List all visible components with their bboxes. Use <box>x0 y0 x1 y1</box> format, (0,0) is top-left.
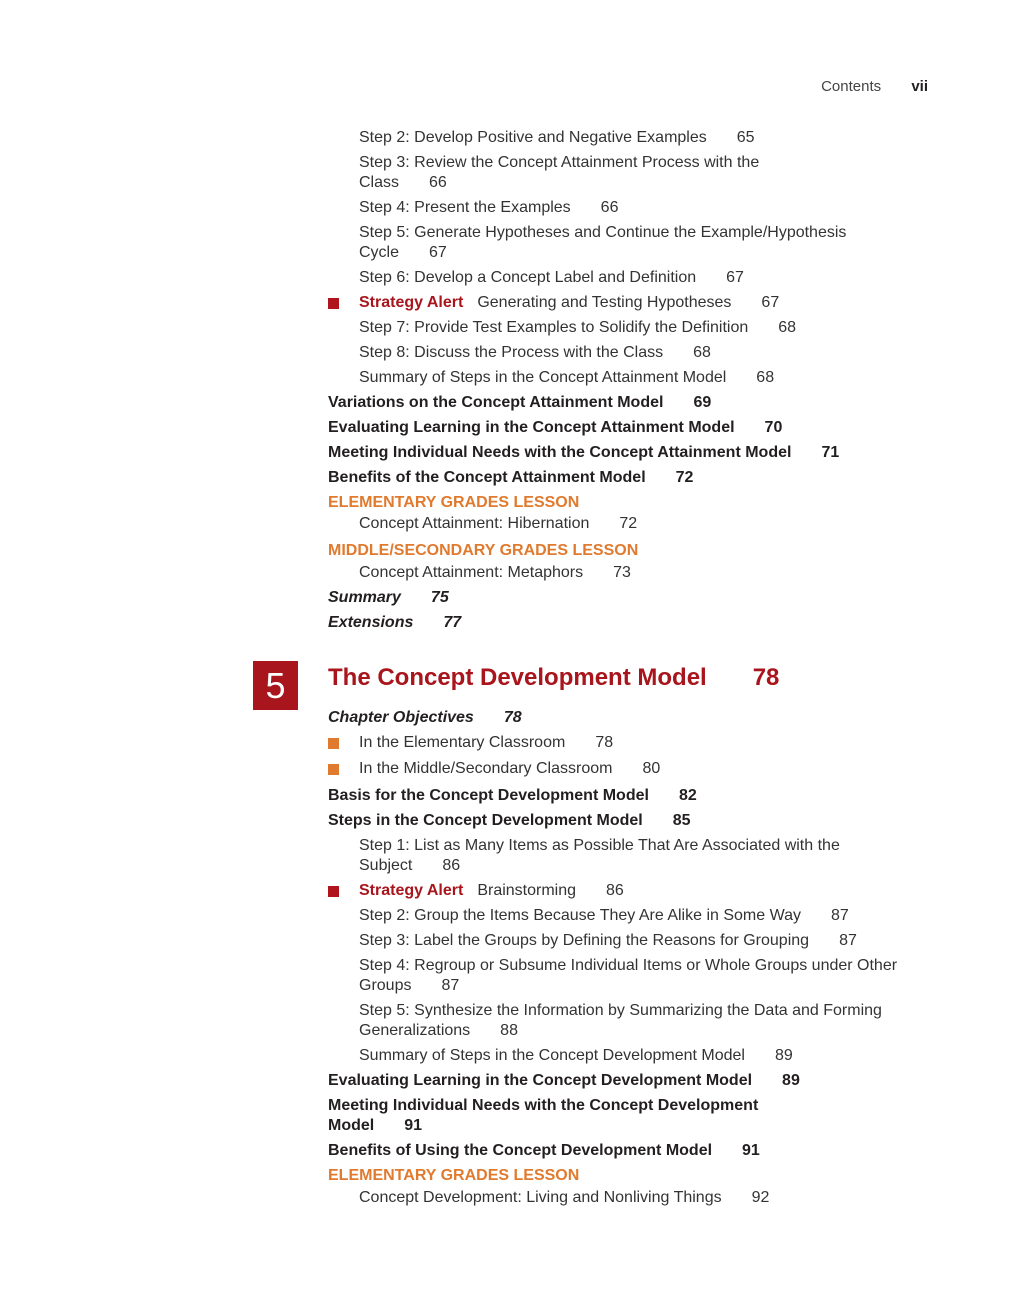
toc-entry-title-continued: Generalizations <box>359 1022 471 1039</box>
toc-entry[interactable] <box>359 514 637 534</box>
toc-entry-title: MIDDLE/SECONDARY GRADES LESSON <box>328 542 639 559</box>
toc-entry-page: 87 <box>839 932 857 949</box>
strategy-alert-bullet-icon <box>328 886 339 897</box>
toc-entry[interactable] <box>328 786 697 806</box>
toc-entry-title: Brainstorming <box>477 882 577 899</box>
toc-entry[interactable] <box>328 708 522 728</box>
toc-entry[interactable] <box>359 153 759 193</box>
toc-entry-page: 82 <box>678 787 697 804</box>
toc-entry-title: Concept Attainment: Hibernation <box>359 515 590 532</box>
toc-entry-title: Concept Attainment: Metaphors <box>359 564 584 581</box>
toc-entry[interactable] <box>328 393 711 413</box>
toc-entry-page: 78 <box>595 734 614 751</box>
toc-entry[interactable] <box>328 588 449 608</box>
toc-entry-page: 73 <box>613 564 631 581</box>
objective-bullet-icon <box>328 764 339 775</box>
toc-entry-page: 87 <box>831 907 849 924</box>
toc-entry-title: Step 4: Regroup or Subsume Individual Items or Whole Groups under Other <box>359 957 898 974</box>
toc-entry-page: 72 <box>619 515 638 532</box>
toc-entry-title-continued: Groups <box>359 977 412 994</box>
toc-entry[interactable] <box>359 931 857 951</box>
toc-entry-page: 85 <box>672 812 691 829</box>
toc-entry-page: 86 <box>606 882 624 899</box>
toc-entry-title: In the Elementary Classroom <box>359 734 566 751</box>
toc-entry-title: Step 8: Discuss the Process with the Class <box>359 344 664 361</box>
toc-entry[interactable] <box>328 418 782 438</box>
toc-entry-page: 78 <box>503 709 522 726</box>
toc-entry-page: 67 <box>726 269 744 286</box>
toc-entry-title: Step 3: Label the Groups by Defining the Reasons for Grouping <box>359 932 810 949</box>
toc-entry[interactable] <box>359 836 840 876</box>
toc-entry[interactable] <box>359 733 613 753</box>
strategy-alert-bullet-icon <box>328 298 339 309</box>
toc-entry-title: Step 7: Provide Test Examples to Solidify the Definition <box>359 319 749 336</box>
header-page-number: vii <box>911 78 928 95</box>
toc-entry-page: 68 <box>778 319 797 336</box>
toc-entry[interactable] <box>328 1096 758 1136</box>
toc-entry[interactable] <box>359 198 618 218</box>
toc-entry[interactable] <box>359 906 849 926</box>
toc-entry[interactable] <box>359 759 660 779</box>
toc-entry-title-continued: Model <box>328 1117 375 1134</box>
toc-entry-title: Steps in the Concept Development Model <box>328 812 643 829</box>
toc-entry[interactable] <box>328 1141 760 1161</box>
toc-entry <box>328 1166 579 1186</box>
toc-entry-page: 91 <box>742 1142 760 1159</box>
toc-entry-title: ELEMENTARY GRADES LESSON <box>328 494 580 511</box>
chapter-number-badge: 5 <box>253 661 298 710</box>
toc-entry-page: 86 <box>442 857 461 874</box>
toc-entry[interactable] <box>328 613 461 633</box>
toc-entry-page: 66 <box>600 199 619 216</box>
toc-entry-title: Variations on the Concept Attainment Model <box>328 394 664 411</box>
toc-entry[interactable] <box>359 1001 882 1041</box>
toc-entry-title: Extensions <box>328 614 414 631</box>
toc-entry-page: 87 <box>441 977 460 994</box>
strategy-alert-label: Strategy Alert <box>359 882 464 899</box>
strategy-alert-label: Strategy Alert <box>359 294 464 311</box>
toc-entry-page: 92 <box>751 1189 770 1206</box>
toc-entry-title: ELEMENTARY GRADES LESSON <box>328 1167 580 1184</box>
toc-entry[interactable] <box>359 1188 769 1208</box>
toc-entry-page: 88 <box>500 1022 518 1039</box>
toc-entry[interactable] <box>328 811 691 831</box>
toc-entry-title: In the Middle/Secondary Classroom <box>359 760 613 777</box>
objective-bullet-icon <box>328 738 339 749</box>
toc-entry-title: Step 1: List as Many Items as Possible That Are Associated with the <box>359 837 840 854</box>
toc-entry-title: Summary of Steps in the Concept Attainment Model <box>359 369 727 386</box>
toc-entry[interactable] <box>359 956 897 996</box>
toc-entry-title: Step 3: Review the Concept Attainment Process with the <box>359 154 760 171</box>
toc-entry <box>328 541 638 561</box>
toc-entry-page: 89 <box>782 1072 800 1089</box>
toc-entry[interactable] <box>328 443 839 463</box>
toc-entry[interactable] <box>328 1071 800 1091</box>
toc-entry[interactable] <box>359 128 755 148</box>
toc-entry-title: Step 6: Develop a Concept Label and Definition <box>359 269 697 286</box>
toc-entry[interactable] <box>359 293 779 313</box>
toc-entry-page: 68 <box>756 369 775 386</box>
toc-entry[interactable] <box>359 318 796 338</box>
toc-entry-title-continued: Cycle <box>359 244 400 261</box>
chapter-page-number: 78 <box>752 664 780 691</box>
chapter-title-text: The Concept Development Model <box>328 664 707 691</box>
toc-entry-title-continued: Class <box>359 174 400 191</box>
toc-entry-title: Summary of Steps in the Concept Development Model <box>359 1047 745 1064</box>
toc-entry-title: Benefits of Using the Concept Development Model <box>328 1142 713 1159</box>
toc-entry-page: 65 <box>736 129 755 146</box>
toc-entry[interactable] <box>359 368 774 388</box>
toc-entry <box>328 493 579 513</box>
toc-entry-page: 70 <box>764 419 783 436</box>
toc-entry-page: 91 <box>404 1117 423 1134</box>
toc-entry-title: Step 2: Group the Items Because They Are Alike in Some Way <box>359 907 801 924</box>
toc-entry-title: Evaluating Learning in the Concept Attainment Model <box>328 419 735 436</box>
toc-entry-title: Meeting Individual Needs with the Concept Attainment Model <box>328 444 792 461</box>
toc-entry-page: 66 <box>429 174 447 191</box>
toc-entry-title: Benefits of the Concept Attainment Model <box>328 469 646 486</box>
toc-entry-title: Step 4: Present the Examples <box>359 199 571 216</box>
toc-entry-page: 68 <box>693 344 711 361</box>
toc-entry-title: Step 5: Generate Hypotheses and Continue the Example/Hypothesis <box>359 224 847 241</box>
toc-entry-title: Summary <box>328 589 401 606</box>
toc-entry-title: Evaluating Learning in the Concept Development Model <box>328 1072 753 1089</box>
toc-entry-title: Concept Development: Living and Nonliving Things <box>359 1189 722 1206</box>
toc-entry-page: 89 <box>774 1047 793 1064</box>
toc-entry-title: Basis for the Concept Development Model <box>328 787 649 804</box>
toc-entry[interactable] <box>359 223 846 263</box>
running-header <box>821 78 928 95</box>
toc-entry[interactable] <box>359 563 631 583</box>
toc-entry-page: 71 <box>821 444 840 461</box>
toc-entry-page: 69 <box>693 394 712 411</box>
toc-entry-page: 72 <box>675 469 694 486</box>
toc-entry-page: 67 <box>429 244 447 261</box>
toc-entry-title: Generating and Testing Hypotheses <box>477 294 732 311</box>
toc-entry-title: Step 2: Develop Positive and Negative Examples <box>359 129 707 146</box>
toc-entry-page: 77 <box>443 614 462 631</box>
header-label: Contents <box>821 78 882 95</box>
toc-entry-page: 80 <box>642 760 661 777</box>
toc-entry-page: 75 <box>430 589 449 606</box>
toc-entry[interactable] <box>359 343 711 363</box>
toc-entry-title: Chapter Objectives <box>328 709 474 726</box>
toc-entry-title: Step 5: Synthesize the Information by Summarizing the Data and Forming <box>359 1002 882 1019</box>
chapter-title[interactable] <box>328 664 779 692</box>
toc-entry[interactable] <box>359 268 744 288</box>
toc-entry[interactable] <box>359 1046 793 1066</box>
toc-entry-title-continued: Subject <box>359 857 413 874</box>
toc-entry-title: Meeting Individual Needs with the Concept Development <box>328 1097 759 1114</box>
toc-entry[interactable] <box>359 881 624 901</box>
toc-entry-page: 67 <box>761 294 780 311</box>
toc-entry[interactable] <box>328 468 693 488</box>
